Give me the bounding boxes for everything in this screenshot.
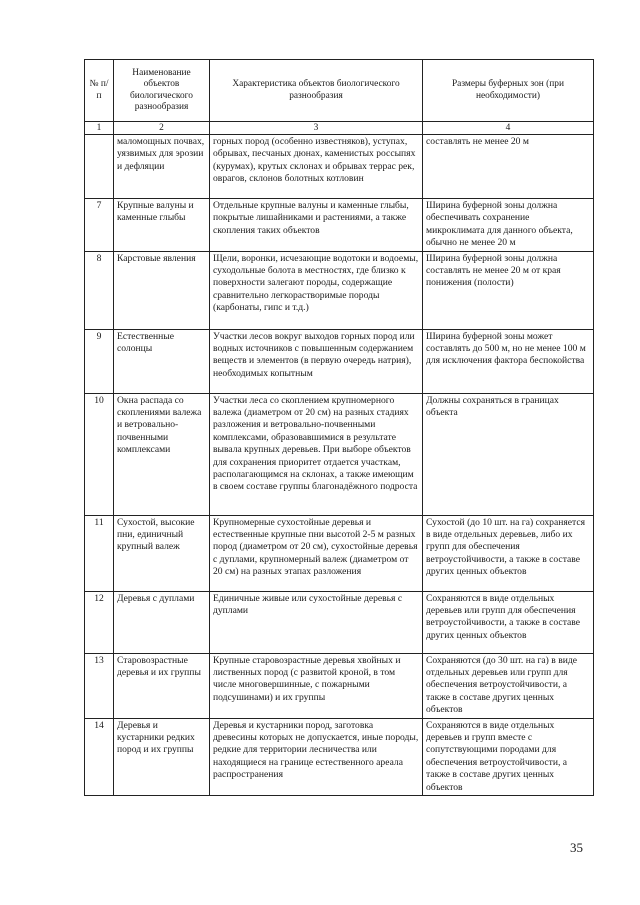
header-buffer: Размеры буферных зон (при необходимости) bbox=[423, 60, 594, 122]
row-number: 8 bbox=[85, 251, 114, 329]
row-buffer: Должны сохраняться в границах объекта bbox=[423, 393, 594, 515]
row-name: Окна распада со скоплениями валежа и ветровально-почвенными комплексами bbox=[114, 393, 210, 515]
table-header bbox=[85, 60, 594, 135]
row-name: Деревья с дуплами bbox=[114, 591, 210, 653]
row-name: Сухостой, высокие пни, единичный крупный валеж bbox=[114, 515, 210, 591]
row-name: Деревья и кустарники редких пород и их группы bbox=[114, 718, 210, 795]
column-number: 1 bbox=[85, 122, 114, 135]
row-characteristic: Единичные живые или сухостойные деревья с дуплами bbox=[210, 591, 423, 653]
row-number: 9 bbox=[85, 329, 114, 393]
row-buffer: Сохраняются в виде отдельных деревьев и групп вместе с сопутствующими породами для обеспечения ветроустойчивости, а также в составе других ценных объектов bbox=[423, 718, 594, 795]
row-buffer: Сухостой (до 10 шт. на га) сохраняется в виде отдельных деревьев, либо их групп для обеспечения ветроустойчивости, а также в составе других ценных объектов bbox=[423, 515, 594, 591]
row-characteristic: горных пород (особенно известняков), уступах, обрывах, песчаных дюнах, каменистых россыпях (курумах), крутых склонах и обрывах террас рек, оврагов, склонов болотных котловин bbox=[210, 135, 423, 199]
column-number: 2 bbox=[114, 122, 210, 135]
row-number: 13 bbox=[85, 653, 114, 718]
row-name: Карстовые явления bbox=[114, 251, 210, 329]
row-characteristic: Деревья и кустарники пород, заготовка древесины которых не допускается, иные породы, редкие для территории лесничества или находящиеся на границе естественного ареала распространения bbox=[210, 718, 423, 795]
row-characteristic: Участки лесов вокруг выходов горных пород или водных источников с повышенным содержанием веществ и элементов (в первую очередь натрия), необходимых копытным bbox=[210, 329, 423, 393]
table-row bbox=[85, 591, 594, 653]
row-buffer: Ширина буферной зоны должна составлять не менее 20 м от края понижения (полости) bbox=[423, 251, 594, 329]
table-body bbox=[85, 135, 594, 796]
row-number: 7 bbox=[85, 199, 114, 252]
row-number bbox=[85, 135, 114, 199]
row-characteristic: Отдельные крупные валуны и каменные глыбы, покрытые лишайниками и растениями, а также скопления таких объектов bbox=[210, 199, 423, 252]
column-number: 3 bbox=[210, 122, 423, 135]
row-characteristic: Крупномерные сухостойные деревья и естественные крупные пни высотой 2-5 м разных пород (диаметром от 20 см), сухостойные деревья с дуплами, крупномерный валеж (диаметром от 20 см) на разных этапах разложения bbox=[210, 515, 423, 591]
table-row bbox=[85, 329, 594, 393]
table-row bbox=[85, 135, 594, 199]
row-number: 14 bbox=[85, 718, 114, 795]
table-row bbox=[85, 718, 594, 795]
column-number: 4 bbox=[423, 122, 594, 135]
table-row bbox=[85, 653, 594, 718]
row-number: 11 bbox=[85, 515, 114, 591]
row-characteristic: Крупные старовозрастные деревья хвойных и лиственных пород (с развитой кроной, в том числе многовершинные, с пожарными подсушинами) и их группы bbox=[210, 653, 423, 718]
table-row bbox=[85, 251, 594, 329]
row-number: 12 bbox=[85, 591, 114, 653]
table-row bbox=[85, 199, 594, 252]
page-number: 35 bbox=[570, 840, 583, 855]
row-buffer: Ширина буферной зоны должна обеспечивать сохранение микроклимата для данного объекта, обычно не менее 20 м bbox=[423, 199, 594, 252]
row-name: маломощных почвах, уязвимых для эрозии и дефляции bbox=[114, 135, 210, 199]
row-buffer: Сохраняются (до 30 шт. на га) в виде отдельных деревьев или групп для обеспечения ветроустойчивости, а также в составе других ценных объектов bbox=[423, 653, 594, 718]
row-buffer: составлять не менее 20 м bbox=[423, 135, 594, 199]
row-name: Старовозрастные деревья и их группы bbox=[114, 653, 210, 718]
header-characteristic: Характеристика объектов биологического разнообразия bbox=[210, 60, 423, 122]
row-number: 10 bbox=[85, 393, 114, 515]
row-name: Крупные валуны и каменные глыбы bbox=[114, 199, 210, 252]
header-number: № п/п bbox=[85, 60, 114, 122]
column-numbers-row bbox=[85, 122, 594, 135]
header-name: Наименование объектов биологического разнообразия bbox=[114, 60, 210, 122]
row-buffer: Ширина буферной зоны может составлять до 500 м, но не менее 100 м для исключения фактора беспокойства bbox=[423, 329, 594, 393]
table-row bbox=[85, 515, 594, 591]
row-buffer: Сохраняются в виде отдельных деревьев или групп для обеспечения ветроустойчивости, а также в составе других ценных объектов bbox=[423, 591, 594, 653]
biodiversity-table bbox=[84, 59, 594, 796]
row-characteristic: Щели, воронки, исчезающие водотоки и водоемы, суходольные болота в местностях, где близко к поверхности залегают породы, содержащие сравнительно легкорастворимые породы (карбонаты, гипс и т.д.) bbox=[210, 251, 423, 329]
row-characteristic: Участки леса со скоплением крупномерного валежа (диаметром от 20 см) на разных стадиях разложения и ветровально-почвенными комплексами, образовавшимися в результате вывала крупных деревьев. При выборе объектов для сохранения приоритет отдается участкам, располагающимся на склонах, а также имеющим в своем составе группы благонадёжного подроста bbox=[210, 393, 423, 515]
row-name: Естественные солонцы bbox=[114, 329, 210, 393]
table-row bbox=[85, 393, 594, 515]
